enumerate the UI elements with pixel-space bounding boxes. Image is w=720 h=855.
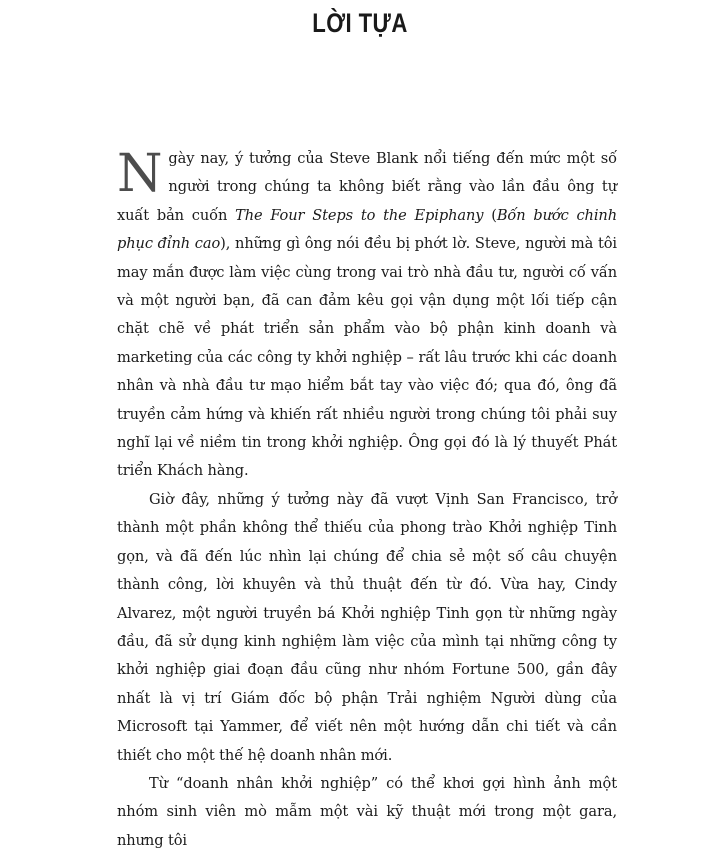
paragraph-1-text-b: ), những gì ông nói đều bị phớt lờ. Steve, người mà tôi may mắn được làm việc cùng trong vai trò nhà đầu tư, người cố vấn và một người bạn, đã can đảm kêu gọi vận dụng một lối tiếp cận chặt chẽ về phát triển sản phẩm vào bộ phận kinh doanh và marketing của các công ty khởi nghiệp – rất lâu trước khi các doanh nhân và nhà đầu tư mạo hiểm bắt tay vào việc đó; qua đó, ông đã truyền cảm hứng và khiến rất nhiều người trong chúng tôi phải suy nghĩ lại về niềm tin trong khởi nghiệp. Ông gọi đó là lý thuyết Phát triển Khách hàng. xyxy=(117,235,617,480)
body-text xyxy=(117,145,617,855)
paragraph-1 xyxy=(117,145,617,486)
paragraph-3: Từ “doanh nhân khởi nghiệp” có thể khơi gợi hình ảnh một nhóm sinh viên mò mẫm một vài kỹ thuật mới trong một gara, nhưng tôi xyxy=(117,774,617,849)
book-title-vietnamese: Bốn bước chinh phục đỉnh cao xyxy=(117,206,617,253)
paragraph-2: Giờ đây, những ý tưởng này đã vượt Vịnh San Francisco, trở thành một phần không thể thiếu của phong trào Khởi nghiệp Tinh gọn, và đã đến lúc nhìn lại chúng để chia sẻ một số câu chuyện thành công, lời khuyên và thủ thuật đến từ đó. Vừa hay, Cindy Alvarez, một người truyền bá Khởi nghiệp Tinh gọn từ những ngày đầu, đã sử dụng kinh nghiệm làm việc của mình tại những công ty khởi nghiệp giai đoạn đầu cũng như nhóm Fortune 500, gần đây nhất là vị trí Giám đốc bộ phận Trải nghiệm Người dùng của Microsoft tại Yammer, để viết nên một hướng dẫn chi tiết và cần thiết cho một thế hệ doanh nhân mới. xyxy=(117,490,617,764)
page-title: LỜI TỰA xyxy=(312,8,408,38)
book-title-english: The Four Steps to the Epiphany xyxy=(235,206,484,224)
drop-cap: N xyxy=(117,144,163,204)
paragraph-1-text-a: gày nay, ý tưởng của Steve Blank nổi tiếng đến mức một số người trong chúng ta không biết rằng vào lần đầu ông tự xuất bản cuốn xyxy=(117,150,617,224)
book-title-paren: ( xyxy=(483,206,497,224)
